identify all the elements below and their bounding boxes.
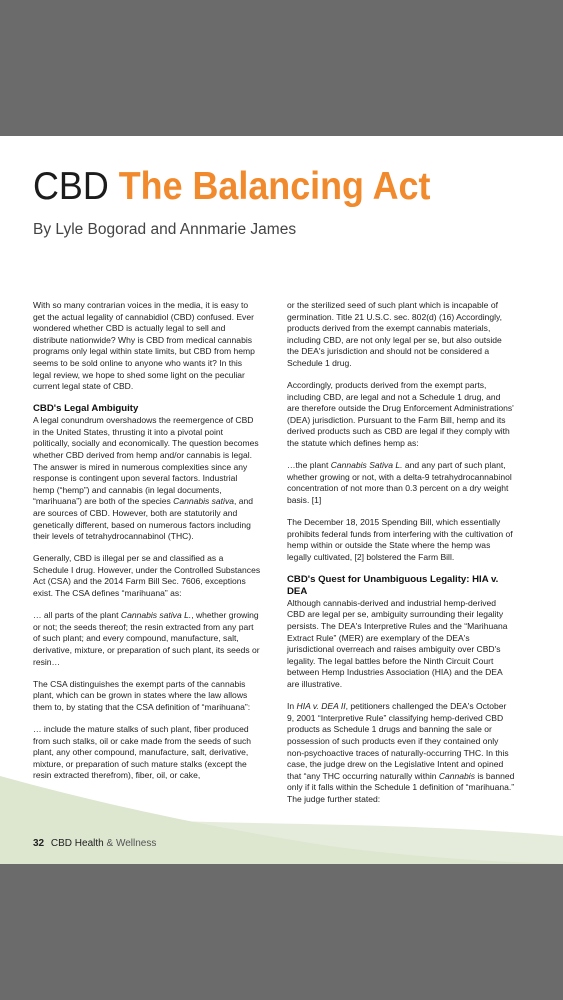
- page-footer: [33, 838, 156, 849]
- page-number: 32: [33, 838, 45, 849]
- paragraph: Generally, CBD is illegal per se and classified as a Schedule I drug. However, under the Controlled Substances Act (CSA) and the 2014 Farm Bill Sec. 7606, exceptions exist. The CSA defines “marihuana” as:: [33, 553, 261, 599]
- section-heading-hia-v-dea: CBD's Quest for Unambiguous Legality: HIA v. DEA: [287, 573, 499, 597]
- publication-suffix: & Wellness: [106, 838, 157, 849]
- intro-paragraph: With so many contrarian voices in the media, it is easy to get the actual legality of cannabidiol (CBD) confused. Ever wondered whether CBD is actually legal to sell and distribute nationwide? Why is CBD from medical cannabis programs only legal within state limits, but CBD from hemp seems to be sold online to anyone who wants it? In this legal review, we hope to shed some light on the peculiar current legal state of CBD.: [33, 300, 255, 392]
- paragraph: or the sterilized seed of such plant which is incapable of germination. Title 21 U.S.C. sec. 802(d) (16) Accordingly, products derived from the exempt cannabis materials, including CBD, are not only legal per se, but also outside the DEA's jurisdiction and should not be considered a Schedule 1 drug.: [287, 300, 503, 368]
- title-cbd: CBD: [33, 165, 109, 208]
- section-heading-legal-ambiguity: CBD's Legal Ambiguity: [33, 403, 139, 415]
- title-balancing-act: The Balancing Act: [118, 165, 431, 208]
- article-title: [33, 162, 430, 212]
- block-quote: …the plant Cannabis Sativa L. and any part of such plant, whether growing or not, with a delta-9 tetrahydrocannabinol concentration of not more than 0.3 percent on a dry weight basis. [1]: [287, 460, 512, 505]
- paragraph: The December 18, 2015 Spending Bill, which essentially prohibits federal funds from interfering with the cultivation of hemp within or outside the State where the hemp was legally cultivated, [2] bolstered the Farm Bill.: [287, 517, 513, 562]
- paragraph: The CSA distinguishes the exempt parts of the cannabis plant, which can be grown in states where the law allows them to, by stating that the CSA definition of “marihuana”:: [33, 678, 251, 712]
- left-column: [33, 300, 261, 792]
- paragraph: Accordingly, products derived from the exempt parts, including CBD, are legal and not a Schedule 1 drug, and are therefore outside the Drug Enforcement Administrations' (DEA) jurisdiction. Pursuant to the Farm Bill, hemp and its derived products such as CBD are legal if they comply with the statute which defines hemp as:: [287, 380, 514, 449]
- paragraph: Although cannabis-derived and industrial hemp-derived CBD are legal per se, ambiguity surrounding their legality persists. The DEA's Interpretive Rules and the “Marihuana Extract Rule” (MER) are exemplary of the DEA's jurisdictional overreach and raises ambiguity over CBD's legality. The legal battles before the Ninth Circuit Court between Hemp Industries Association (HIA) and the DEA are illustrative.: [287, 597, 508, 690]
- publication-name: CBD Health: [50, 838, 104, 849]
- article-byline: By Lyle Bogorad and Annmarie James: [33, 221, 297, 238]
- paragraph: In HIA v. DEA II, petitioners challenged the DEA's October 9, 2001 “Interpretive Rule” classifying hemp-derived CBD products as Schedule 1 drugs and banning the sale or possession of such products even if they contained only non-psychoactive traces of naturally-occurring THC. In this case, the judge drew on the Legislative Intent and opined that “any THC occurring naturally within Cannabis is banned only if it falls within the Schedule 1 definition of “marihuana.” The judge further stated:: [287, 701, 515, 804]
- block-quote: … include the mature stalks of such plant, fiber produced from such stalks, oil or cake made from the seeds of such plant, any other compound, manufacture, salt, derivative, mixture, or preparation of such mature stalks (except the resin extracted therefrom), fiber, oil, or cake,: [33, 723, 252, 781]
- right-column: [287, 300, 515, 816]
- magazine-page: [0, 136, 563, 864]
- paragraph: A legal conundrum overshadows the reemergence of CBD in the United States, thrusting it into a pivotal point politically, socially and economically. The question becomes whether CBD derived from hemp and/or cannabis is legal. The answer is mired in numerous complexities since any response is contingent upon several factors. Industrial hemp (“hemp”) and cannabis (in legal documents, “marihuana”) are both of the species Cannabis sativa, and are sources of CBD. However, both are statutorily and genetically different, based on numerous factors including their levels of tetrahydrocannabinol (THC).: [33, 415, 259, 542]
- block-quote: … all parts of the plant Cannabis sativa L., whether growing or not; the seeds thereof; the resin extracted from any part of such plant; and every compound, manufacture, salt, derivative, mixture, or preparation of such plant, its seeds or resin…: [33, 610, 260, 667]
